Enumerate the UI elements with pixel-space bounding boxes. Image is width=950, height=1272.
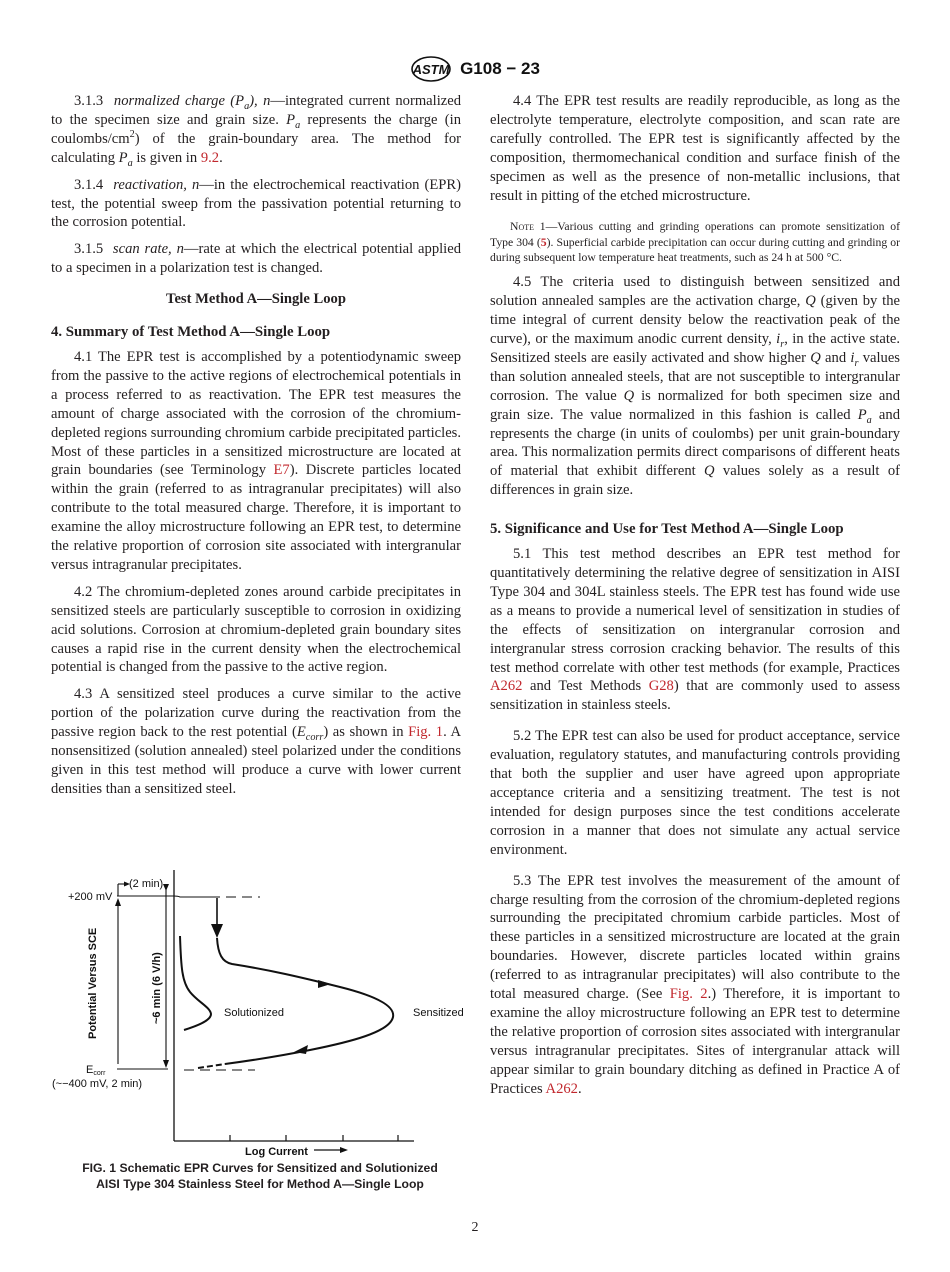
figure-1-caption: FIG. 1 Schematic EPR Curves for Sensitized and Solutionized AISI Type 304 Stainless Steel for Method A—Single Loop [82,1161,438,1191]
paragraph-4-4: 4.4 The EPR test results are readily reproducible, as long as the electrolyte temperature, electrolyte composition, and scan rate are carefully controlled. The EPR test is significantly affected by the composition, thermomechanical condition and surface finish of the specimen as well as the presence of non-metallic inclusions, that result in pitting of the etched microstructure. [490,93,900,204]
paragraph-3-1-4: 3.1.4 reactivation, n—in the electrochemical reactivation (EPR) test, the potential sweep from the passivation potential returning to the corrosion potential. [51,176,461,231]
link-fig-2[interactable]: Fig. 2 [669,986,708,1003]
figure-1-epr-curves [50,862,470,1158]
label-solutionized: Solutionized [224,1007,284,1019]
epr-curve-diagram [50,862,470,1158]
link-ref-5[interactable]: 5 [540,235,547,249]
paragraph-3-1-3: 3.1.3 normalized charge $(P_a)$, n—integrated current normalized to the specimen size and grain size. $P_a$ represents the charge (in coulombs/$cm^2$) of the grain-boundary area. The method for calculating $P_a$ is given in 9.2. [51,93,462,169]
label-400mv: (~−400 mV, 2 min) [52,1078,143,1090]
link-section-9-2[interactable]: 9.2 [200,149,220,166]
paragraph-4-2: 4.2 The chromium-depleted zones around carbide precipitates in sensitized steels are particularly susceptible to corrosion in oxidizing acid solutions. Corrosion at chromium-depleted grain boundary sites causes a rapid rise in the current density when the electrochemical potential is changed from the passive to the active region. [51,583,461,676]
standard-designation: G108 − 23 [460,59,540,78]
section-4-heading: 4. Summary of Test Method A—Single Loop [51,324,331,341]
label-ecorr: Ecorr [86,1064,106,1077]
label-2min: (2 min) [129,878,164,890]
paragraph-4-3: 4.3 A sensitized steel produces a curve similar to the active portion of the polarization curve during the reactivation from the passive region back to the rest potential $(E_{corr})$ as shown in Fig. 1. A nonsensitized (solution annealed) steel polarized under the conditions given in this test method will produce a curve with lower current densities than a sensitized steel. [51,686,461,797]
note-1: Note 1—Various cutting and grinding operations can promote sensitization of Type 304 (5). Superficial carbide precipitation can occur during cutting and grinding or during subsequent low temperature heat treatments, such as 24 h at 500 °C. [490,220,900,265]
link-g28[interactable]: G28 [648,678,674,695]
svg-text:ASTM: ASTM [412,62,450,77]
paragraph-5-2: 5.2 The EPR test can also be used for product acceptance, service evaluation, regulatory statutes, and manufacturing controls providing that both the supplier and user have agreed upon appropriate acceptance criteria and a sensitizing treatment. The test is not intended for design purposes since the test conditions accelerate corrosion in a manner that does not simulate any actual service environment. [490,728,900,858]
right-column [490,92,900,1106]
paragraph-3-1-5: 3.1.5 scan rate, n—rate at which the electrical potential applied to a specimen in a polarization test is changed. [51,241,462,277]
link-a262-2[interactable]: A262 [545,1080,578,1097]
paragraph-4-1: 4.1 The EPR test is accomplished by a potentiodynamic sweep from the passive to the active regions of electrochemical potentials in a process referred to as reactivation. The EPR test measures the amount of charge associated with the corrosion of the chromium-depleted regions surrounding chromium carbide precipitated particles. Most of these particles in a sensitized microstructure are located at grain boundaries (see Terminology E7). Discrete particles located within the grain (referred to as intragranular precipitates) will also contribute to the total measured charge. Therefore, it is important to examine the alloy microstructure following an EPR test, to determine the relative proportion of corrosion site associated with intergranular versus intragranular precipitates. [51,348,461,573]
paragraph-5-1: 5.1 This test method describes an EPR test method for quantitatively determining the relative degree of sensitization in AISI Type 304 and 304L stainless steels. The EPR test has found wide use as a means to provide a numerical level of sensitization in studies of the effects of sensitization on intergranular corrosion and intergranular stress corrosion cracking behavior. The results of this test method correlate with other test methods (for example, Practices A262 and Test Methods G28) that are commonly used to assess sensitization in stainless steels. [490,546,900,714]
x-axis-label: Log Current [245,1146,308,1158]
label-200mv: +200 mV [68,891,113,903]
y-axis-label: Potential Versus SCE [87,927,99,1039]
astm-logo-icon [410,55,452,83]
solutionized-curve [180,936,211,1030]
label-6min: ~6 min (6 V/h) [151,952,163,1024]
paragraph-4-5: 4.5 The criteria used to distinguish between sensitized and solution annealed samples are the activation charge, Q (given by the time integral of current density below the reactivation peak of the curve), or the maximum anodic current density, $i_r$, in the active state. Sensitized steels are easily activated and show higher Q and $i_r$ values than solution annealed steels, that are not susceptible to intergranular corrosion. The value Q is normalized for both specimen size and grain size. The value normalized in this fashion is called $P_a$ and represents the charge (in units of coulombs) per unit grain-boundary area. This normalization permits direct comparisons of different heats of material that exhibit different Q values solely as a result of differences in grain size. [490,274,901,499]
link-a262[interactable]: A262 [490,678,523,695]
section-5-heading: 5. Significance and Use for Test Method A—Single Loop [490,521,844,538]
link-e7[interactable]: E7 [273,462,290,479]
x-axis-arrow-icon [312,1144,352,1156]
left-column [51,92,461,807]
sensitized-curve [217,938,393,1064]
paragraph-5-3: 5.3 The EPR test involves the measurement of the amount of charge resulting from the corrosion of the chromium-depleted regions surrounding the precipitated chromium carbide particles. Most of these particles in a sensitized microstructure are located at the grain boundaries. However, discrete particles located within grains (referred to as intragranular precipitates) will also contribute to the total measured charge. (See Fig. 2.) Therefore, it is important to examine the alloy microstructure following an EPR test to determine the relative proportion of corrosion sites associated with intergranular versus intragranular precipitates. Sites of intergranular attack will appear similar to grain boundary ditching as defined in Practice A of Practices A262. [490,872,901,1097]
page-number: 2 [471,1220,479,1235]
label-sensitized: Sensitized [413,1007,464,1019]
page-header [0,55,950,85]
test-method-heading: Test Method A—Single Loop [166,291,346,308]
link-fig-1[interactable]: Fig. 1 [408,724,444,741]
